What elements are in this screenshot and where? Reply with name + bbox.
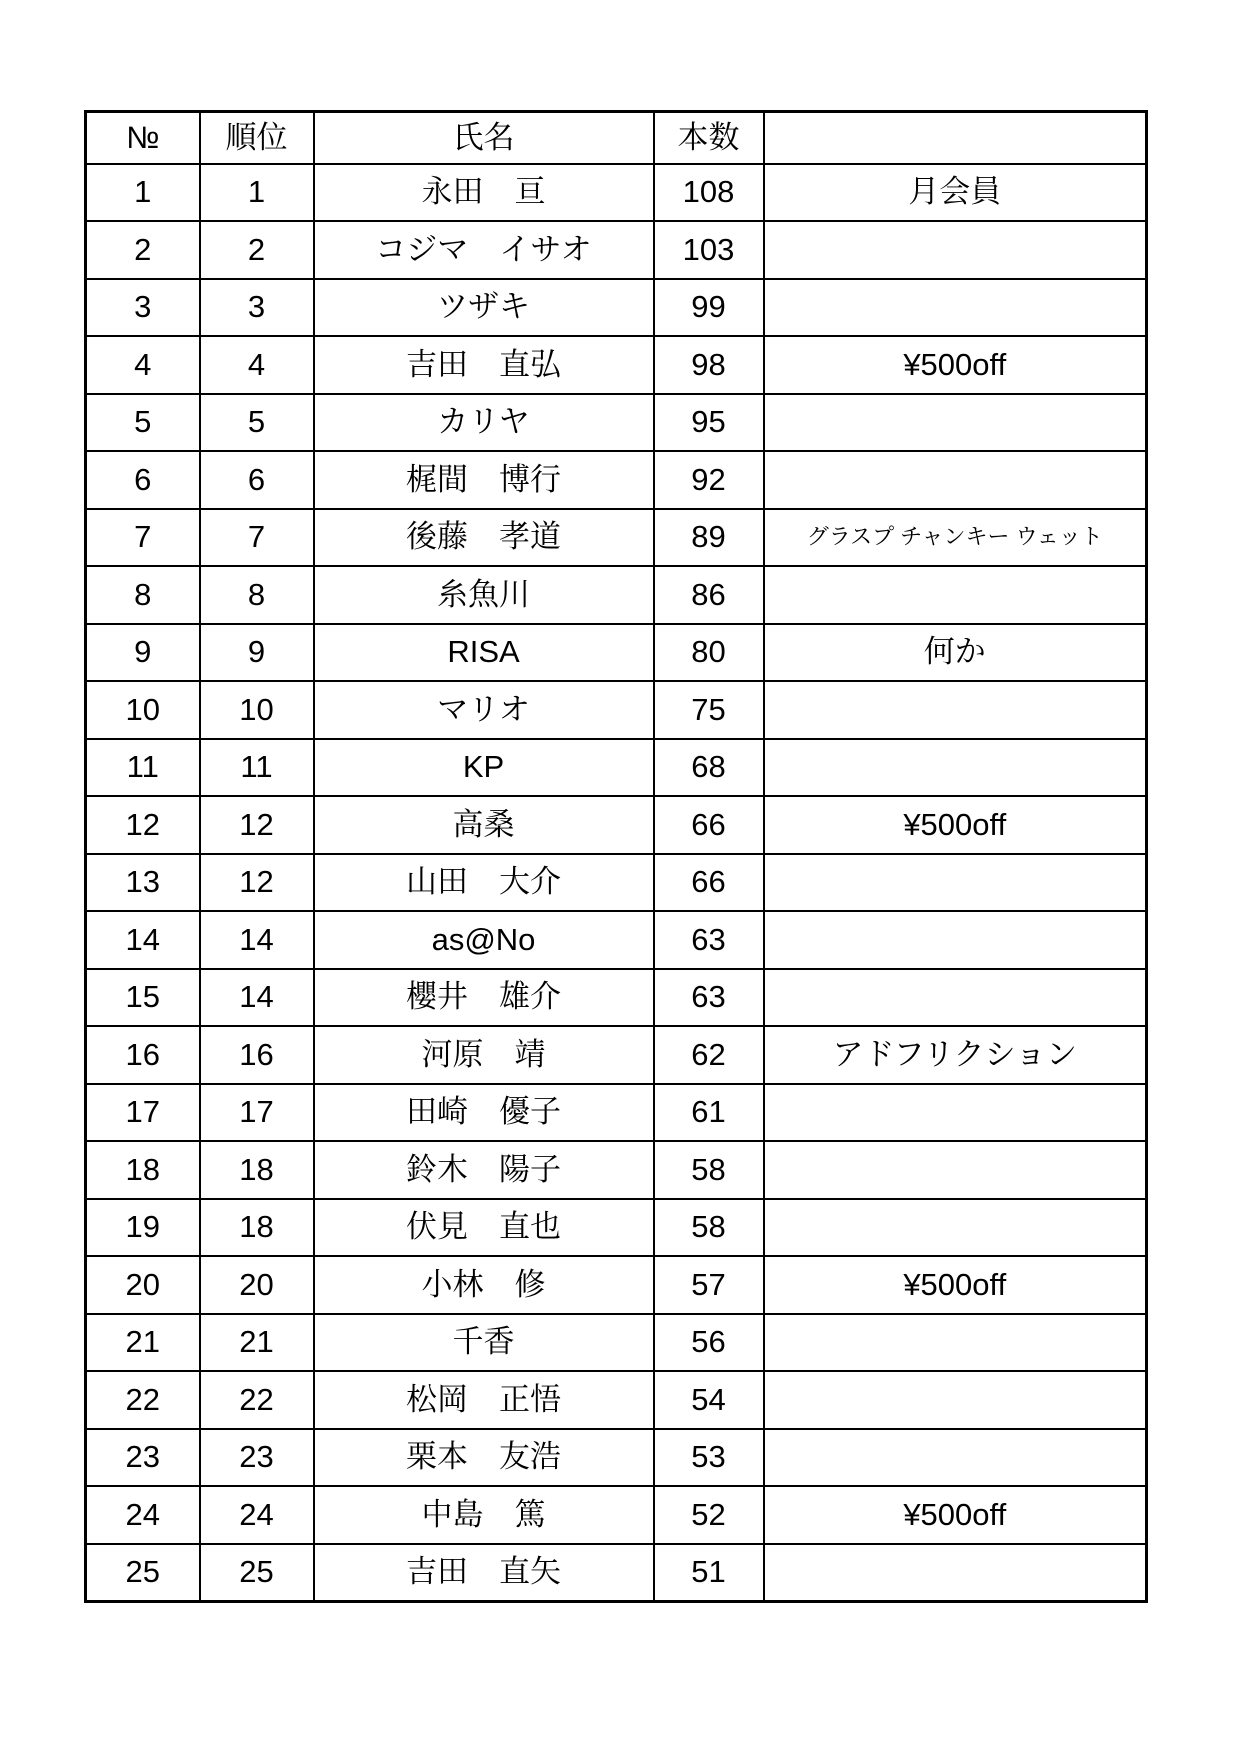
table-header bbox=[86, 112, 1147, 164]
cell-name: 河原 靖 bbox=[314, 1026, 654, 1084]
cell-note: ¥500off bbox=[764, 336, 1147, 394]
table-row bbox=[86, 739, 1147, 797]
header-name: 氏名 bbox=[314, 112, 654, 164]
cell-rank: 18 bbox=[200, 1141, 314, 1199]
ranking-table bbox=[84, 110, 1148, 1603]
cell-name: 後藤 孝道 bbox=[314, 509, 654, 567]
cell-rank: 2 bbox=[200, 221, 314, 279]
cell-no: 12 bbox=[86, 796, 200, 854]
cell-no: 8 bbox=[86, 566, 200, 624]
table-row bbox=[86, 1544, 1147, 1602]
cell-note bbox=[764, 566, 1147, 624]
cell-rank: 7 bbox=[200, 509, 314, 567]
cell-rank: 6 bbox=[200, 451, 314, 509]
cell-note bbox=[764, 451, 1147, 509]
cell-rank: 8 bbox=[200, 566, 314, 624]
cell-count: 51 bbox=[654, 1544, 764, 1602]
cell-rank: 1 bbox=[200, 164, 314, 222]
cell-count: 52 bbox=[654, 1486, 764, 1544]
table-row bbox=[86, 911, 1147, 969]
cell-count: 63 bbox=[654, 969, 764, 1027]
cell-name: カリヤ bbox=[314, 394, 654, 452]
cell-count: 99 bbox=[654, 279, 764, 337]
cell-no: 6 bbox=[86, 451, 200, 509]
cell-name: 永田 亘 bbox=[314, 164, 654, 222]
header-row bbox=[86, 112, 1147, 164]
table-row bbox=[86, 1026, 1147, 1084]
table-row bbox=[86, 796, 1147, 854]
table-row bbox=[86, 1314, 1147, 1372]
cell-rank: 25 bbox=[200, 1544, 314, 1602]
cell-rank: 9 bbox=[200, 624, 314, 682]
cell-note bbox=[764, 1141, 1147, 1199]
cell-note bbox=[764, 279, 1147, 337]
cell-no: 16 bbox=[86, 1026, 200, 1084]
cell-count: 56 bbox=[654, 1314, 764, 1372]
cell-name: 梶間 博行 bbox=[314, 451, 654, 509]
cell-note bbox=[764, 1314, 1147, 1372]
cell-count: 53 bbox=[654, 1429, 764, 1487]
cell-no: 13 bbox=[86, 854, 200, 912]
table-row bbox=[86, 969, 1147, 1027]
cell-name: 栗本 友浩 bbox=[314, 1429, 654, 1487]
cell-rank: 3 bbox=[200, 279, 314, 337]
cell-rank: 14 bbox=[200, 911, 314, 969]
cell-note bbox=[764, 1199, 1147, 1257]
cell-name: KP bbox=[314, 739, 654, 797]
cell-note: 何か bbox=[764, 624, 1147, 682]
cell-no: 25 bbox=[86, 1544, 200, 1602]
cell-count: 61 bbox=[654, 1084, 764, 1142]
header-rank: 順位 bbox=[200, 112, 314, 164]
cell-no: 4 bbox=[86, 336, 200, 394]
cell-rank: 12 bbox=[200, 854, 314, 912]
header-count: 本数 bbox=[654, 112, 764, 164]
cell-no: 23 bbox=[86, 1429, 200, 1487]
cell-no: 20 bbox=[86, 1256, 200, 1314]
cell-no: 21 bbox=[86, 1314, 200, 1372]
cell-rank: 17 bbox=[200, 1084, 314, 1142]
cell-no: 7 bbox=[86, 509, 200, 567]
cell-note bbox=[764, 221, 1147, 279]
cell-count: 108 bbox=[654, 164, 764, 222]
cell-count: 68 bbox=[654, 739, 764, 797]
cell-name: 千香 bbox=[314, 1314, 654, 1372]
cell-no: 3 bbox=[86, 279, 200, 337]
cell-no: 17 bbox=[86, 1084, 200, 1142]
cell-count: 103 bbox=[654, 221, 764, 279]
cell-note: ¥500off bbox=[764, 1486, 1147, 1544]
cell-no: 15 bbox=[86, 969, 200, 1027]
cell-count: 80 bbox=[654, 624, 764, 682]
cell-no: 2 bbox=[86, 221, 200, 279]
table-row bbox=[86, 1429, 1147, 1487]
table-row bbox=[86, 624, 1147, 682]
cell-rank: 14 bbox=[200, 969, 314, 1027]
table-row bbox=[86, 566, 1147, 624]
cell-note bbox=[764, 394, 1147, 452]
table-row bbox=[86, 279, 1147, 337]
cell-name: 田崎 優子 bbox=[314, 1084, 654, 1142]
table-row bbox=[86, 1199, 1147, 1257]
cell-count: 89 bbox=[654, 509, 764, 567]
cell-count: 86 bbox=[654, 566, 764, 624]
cell-note bbox=[764, 1429, 1147, 1487]
table-row bbox=[86, 221, 1147, 279]
cell-note bbox=[764, 1371, 1147, 1429]
cell-name: RISA bbox=[314, 624, 654, 682]
cell-name: 糸魚川 bbox=[314, 566, 654, 624]
cell-no: 5 bbox=[86, 394, 200, 452]
cell-count: 63 bbox=[654, 911, 764, 969]
header-no: № bbox=[86, 112, 200, 164]
cell-name: 鈴木 陽子 bbox=[314, 1141, 654, 1199]
cell-name: 伏見 直也 bbox=[314, 1199, 654, 1257]
header-note bbox=[764, 112, 1147, 164]
cell-note: ¥500off bbox=[764, 796, 1147, 854]
table-row bbox=[86, 164, 1147, 222]
cell-note: 月会員 bbox=[764, 164, 1147, 222]
cell-count: 66 bbox=[654, 796, 764, 854]
cell-note bbox=[764, 854, 1147, 912]
cell-note: ¥500off bbox=[764, 1256, 1147, 1314]
table-row bbox=[86, 1371, 1147, 1429]
cell-no: 11 bbox=[86, 739, 200, 797]
cell-name: コジマ イサオ bbox=[314, 221, 654, 279]
cell-no: 14 bbox=[86, 911, 200, 969]
cell-name: as@No bbox=[314, 911, 654, 969]
table-row bbox=[86, 394, 1147, 452]
cell-note: アドフリクション bbox=[764, 1026, 1147, 1084]
cell-rank: 18 bbox=[200, 1199, 314, 1257]
table-body bbox=[86, 164, 1147, 1602]
cell-count: 54 bbox=[654, 1371, 764, 1429]
cell-name: マリオ bbox=[314, 681, 654, 739]
cell-name: 松岡 正悟 bbox=[314, 1371, 654, 1429]
table-row bbox=[86, 1141, 1147, 1199]
table-row bbox=[86, 1256, 1147, 1314]
table-row bbox=[86, 1486, 1147, 1544]
cell-note bbox=[764, 681, 1147, 739]
cell-count: 62 bbox=[654, 1026, 764, 1084]
cell-no: 18 bbox=[86, 1141, 200, 1199]
cell-name: 吉田 直矢 bbox=[314, 1544, 654, 1602]
cell-rank: 21 bbox=[200, 1314, 314, 1372]
cell-rank: 5 bbox=[200, 394, 314, 452]
cell-note bbox=[764, 1544, 1147, 1602]
cell-rank: 22 bbox=[200, 1371, 314, 1429]
cell-name: 吉田 直弘 bbox=[314, 336, 654, 394]
cell-rank: 23 bbox=[200, 1429, 314, 1487]
cell-note bbox=[764, 969, 1147, 1027]
cell-rank: 16 bbox=[200, 1026, 314, 1084]
cell-rank: 12 bbox=[200, 796, 314, 854]
cell-no: 24 bbox=[86, 1486, 200, 1544]
cell-count: 92 bbox=[654, 451, 764, 509]
cell-note bbox=[764, 911, 1147, 969]
cell-count: 95 bbox=[654, 394, 764, 452]
cell-name: 山田 大介 bbox=[314, 854, 654, 912]
cell-no: 1 bbox=[86, 164, 200, 222]
cell-name: 高桑 bbox=[314, 796, 654, 854]
cell-note bbox=[764, 1084, 1147, 1142]
cell-rank: 11 bbox=[200, 739, 314, 797]
cell-count: 57 bbox=[654, 1256, 764, 1314]
table-row bbox=[86, 336, 1147, 394]
cell-no: 9 bbox=[86, 624, 200, 682]
cell-rank: 4 bbox=[200, 336, 314, 394]
cell-count: 66 bbox=[654, 854, 764, 912]
table-row bbox=[86, 854, 1147, 912]
cell-rank: 20 bbox=[200, 1256, 314, 1314]
cell-count: 75 bbox=[654, 681, 764, 739]
cell-name: 中島 篤 bbox=[314, 1486, 654, 1544]
cell-no: 19 bbox=[86, 1199, 200, 1257]
table-row bbox=[86, 451, 1147, 509]
table-row bbox=[86, 509, 1147, 567]
cell-note bbox=[764, 739, 1147, 797]
cell-name: ツザキ bbox=[314, 279, 654, 337]
cell-name: 櫻井 雄介 bbox=[314, 969, 654, 1027]
cell-count: 58 bbox=[654, 1141, 764, 1199]
cell-note: グラスプ チャンキー ウェット bbox=[764, 509, 1147, 567]
table-row bbox=[86, 681, 1147, 739]
cell-rank: 24 bbox=[200, 1486, 314, 1544]
cell-rank: 10 bbox=[200, 681, 314, 739]
cell-no: 22 bbox=[86, 1371, 200, 1429]
cell-no: 10 bbox=[86, 681, 200, 739]
cell-count: 98 bbox=[654, 336, 764, 394]
table-row bbox=[86, 1084, 1147, 1142]
cell-count: 58 bbox=[654, 1199, 764, 1257]
cell-name: 小林 修 bbox=[314, 1256, 654, 1314]
